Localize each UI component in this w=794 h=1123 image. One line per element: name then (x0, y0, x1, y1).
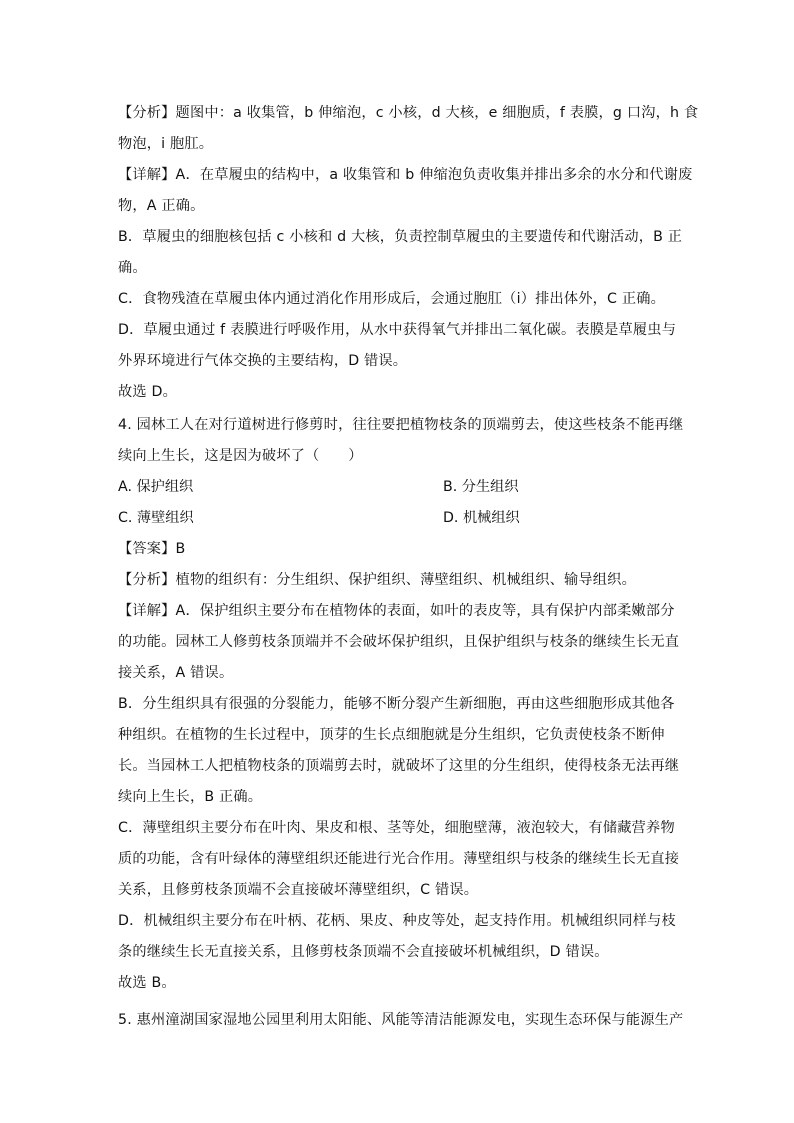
question-4-line-2: 续向上生长，这是因为破坏了（ ） (118, 448, 363, 464)
option-c: C. 薄壁组织 (118, 510, 194, 526)
detail-q4-d-line-2: 条的继续生长无直接关系，且修剪枝条顶端不会直接破坏机械组织，D 错误。 (118, 944, 609, 960)
detail-q4-b-line-2: 种组织。在植物的生长过程中，顶芽的生长点细胞就是分生组织，它负责使枝条不断伸 (118, 727, 665, 743)
detail-q4-b-line-3: 长。当园林工人把植物枝条的顶端剪去时，就破坏了这里的分生组织，使得枝条无法再继 (118, 758, 680, 774)
answer-q4: 【答案】B (118, 541, 186, 557)
detail-q3-b-line-1: B．草履虫的细胞核包括 c 小核和 d 大核，负责控制草履虫的主要遗传和代谢活动，B 正 (118, 229, 683, 245)
detail-q3-d-line-2: 外界环境进行气体交换的主要结构，D 错误。 (118, 353, 408, 369)
detail-q4-d-line-1: D．机械组织主要分布在叶柄、花柄、果皮、种皮等处，起支持作用。机械组织同样与枝 (118, 913, 676, 929)
detail-q3-a-line-2: 物，A 正确。 (118, 198, 205, 214)
detail-q4-a-line-3: 接关系，A 错误。 (118, 665, 234, 681)
question-4-line-1: 4. 园林工人在对行道树进行修剪时，往往要把植物枝条的顶端剪去，使这些枝条不能再继 (118, 417, 684, 433)
detail-q3-b-line-2: 确。 (118, 260, 147, 276)
answer-choice-q3: 故选 D。 (118, 384, 177, 400)
detail-q4-a-line-2: 的功能。园林工人修剪枝条顶端并不会破坏保护组织，且保护组织与枝条的继续生长无直 (118, 634, 680, 650)
option-d: D. 机械组织 (443, 510, 520, 526)
question-5-line-1: 5. 惠州潼湖国家湿地公园里利用太阳能、风能等清洁能源发电，实现生态环保与能源生产 (118, 1012, 684, 1028)
analysis-q4: 【分析】植物的组织有：分生组织、保护组织、薄壁组织、机械组织、输导组织。 (118, 572, 636, 588)
detail-q4-c-line-1: C．薄壁组织主要分布在叶肉、果皮和根、茎等处，细胞壁薄，液泡较大，有储藏营养物 (118, 820, 675, 836)
detail-q3-d-line-1: D．草履虫通过 f 表膜进行呼吸作用，从水中获得氧气并排出二氧化碳。表膜是草履虫与 (118, 322, 677, 338)
detail-q3-c-line: C．食物残渣在草履虫体内通过消化作用形成后，会通过胞肛（i）排出体外，C 正确。 (118, 291, 666, 307)
detail-q4-c-line-2: 质的功能，含有叶绿体的薄壁组织还能进行光合作用。薄壁组织与枝条的继续生长无直接 (118, 851, 680, 867)
detail-q4-a-line-1: 【详解】A．保护组织主要分布在植物体的表面，如叶的表皮等，具有保护内部柔嫩部分 (118, 603, 675, 619)
option-b: B. 分生组织 (443, 479, 519, 495)
detail-q4-b-line-4: 续向上生长，B 正确。 (118, 789, 263, 805)
option-a: A. 保护组织 (118, 479, 194, 495)
analysis-q3-line-1: 【分析】题图中：a 收集管，b 伸缩泡，c 小核，d 大核，e 细胞质，f 表膜，g 口沟，h 食 (118, 105, 699, 121)
detail-q3-a-line-1: 【详解】A．在草履虫的结构中，a 收集管和 b 伸缩泡负责收集并排出多余的水分和代谢废 (118, 167, 693, 183)
analysis-q3-line-2: 物泡，i 胞肛。 (118, 136, 214, 152)
detail-q4-c-line-3: 关系，且修剪枝条顶端不会直接破坏薄壁组织，C 错误。 (118, 882, 479, 898)
detail-q4-b-line-1: B．分生组织具有很强的分裂能力，能够不断分裂产生新细胞，再由这些细胞形成其他各 (118, 696, 675, 712)
answer-choice-q4: 故选 B。 (118, 975, 176, 991)
